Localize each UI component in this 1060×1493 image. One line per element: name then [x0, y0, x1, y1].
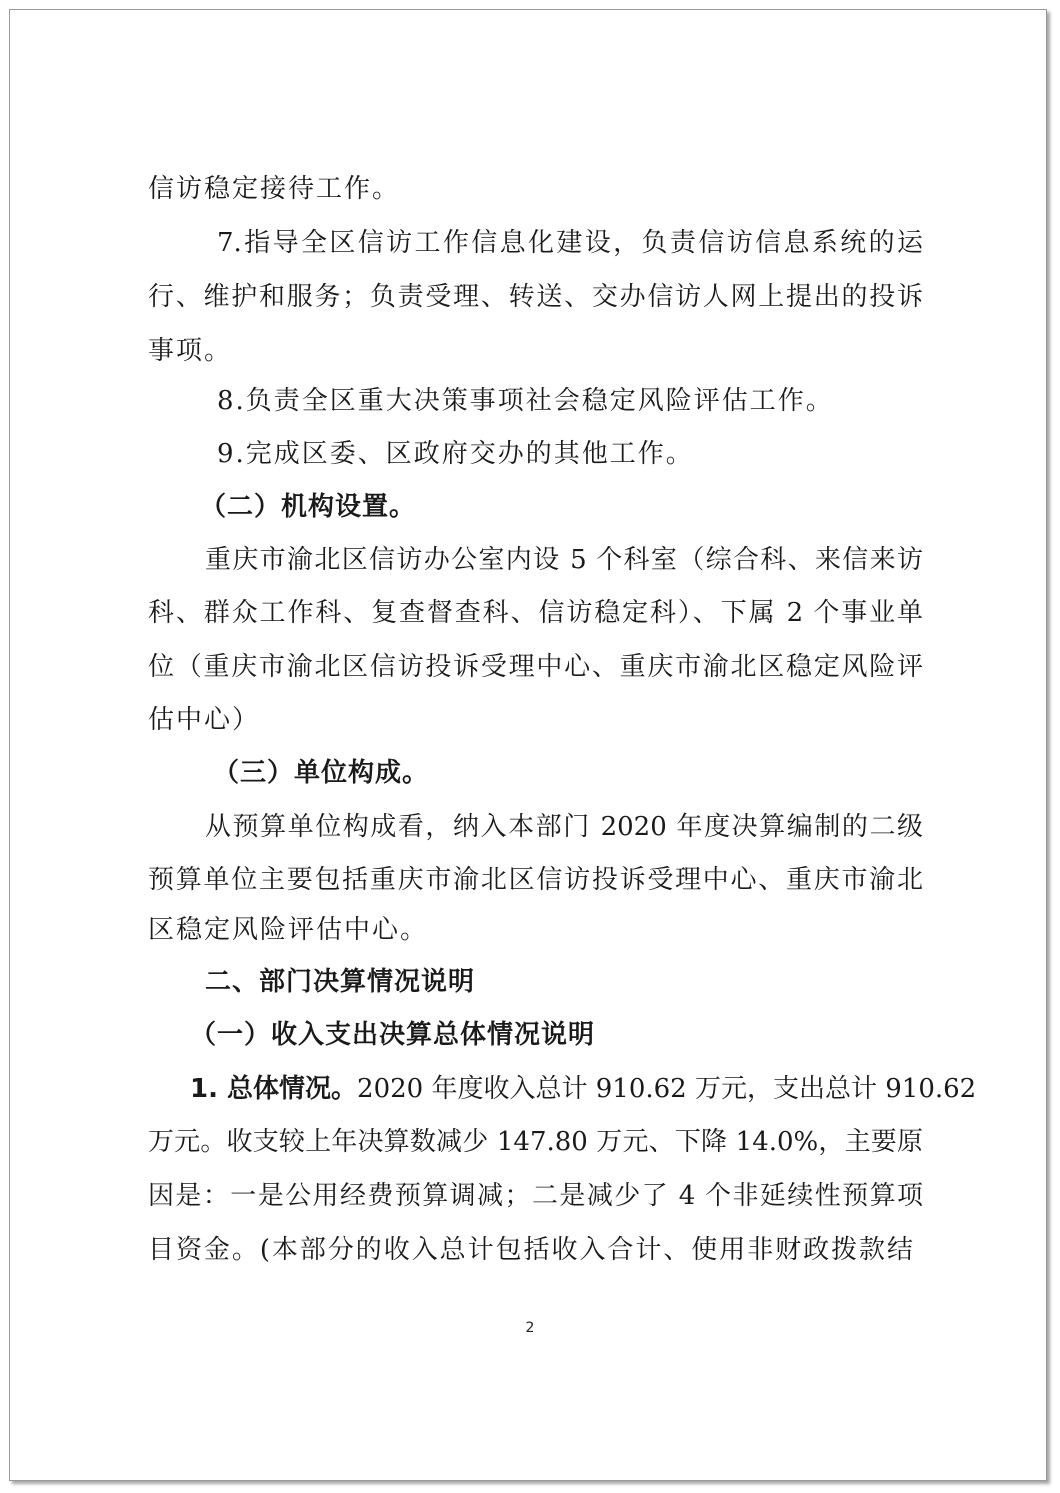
paragraph-line: 估中心） — [148, 705, 261, 735]
paragraph-line: 预算单位主要包括重庆市渝北区信访投诉受理中心、重庆市渝北 — [148, 865, 923, 895]
paragraph-line: 从预算单位构成看，纳入本部门 2020 年度决算编制的二级 — [205, 812, 923, 842]
paragraph-line: 科、群众工作科、复查督查科、信访稳定科）、下属 2 个事业单 — [148, 598, 923, 628]
paragraph-line: 万元。收支较上年决算数减少 147.80 万元、下降 14.0%，主要原 — [148, 1127, 923, 1157]
page-number: 2 — [525, 1320, 535, 1336]
paragraph-line: 因是：一是公用经费预算调减；二是减少了 4 个非延续性预算项 — [148, 1181, 923, 1211]
paragraph-line — [190, 1072, 977, 1106]
section-heading-income-expense: （一）收入支出决算总体情况说明 — [190, 1020, 596, 1050]
paragraph-line: 9.完成区委、区政府交办的其他工作。 — [217, 439, 694, 469]
paragraph-line: 事项。 — [148, 336, 233, 366]
paragraph-line: 信访稳定接待工作。 — [148, 174, 401, 204]
section-heading-final-accounts: 二、部门决算情况说明 — [205, 967, 476, 997]
section-heading-institution: （二）机构设置。 — [200, 492, 417, 522]
paragraph-line: 区稳定风险评估中心。 — [148, 915, 429, 945]
paragraph-line: 8.负责全区重大决策事项社会稳定风险评估工作。 — [217, 386, 834, 416]
paragraph-line: 行、维护和服务；负责受理、转送、交办信访人网上提出的投诉 — [148, 282, 923, 312]
paragraph-line: 7.指导全区信访工作信息化建设，负责信访信息系统的运 — [217, 228, 923, 258]
section-heading-units: （三）单位构成。 — [213, 758, 430, 788]
summary-heading: 1. 总体情况。 — [190, 1074, 358, 1104]
paragraph-line: 位（重庆市渝北区信访投诉受理中心、重庆市渝北区稳定风险评 — [148, 652, 923, 682]
summary-text: 2020 年度收入总计 910.62 万元，支出总计 910.62 — [357, 1074, 977, 1104]
paragraph-line: 目资金。(本部分的收入总计包括收入合计、使用非财政拨款结 — [148, 1235, 913, 1265]
paragraph-line: 重庆市渝北区信访办公室内设 5 个科室（综合科、来信来访 — [205, 545, 923, 575]
